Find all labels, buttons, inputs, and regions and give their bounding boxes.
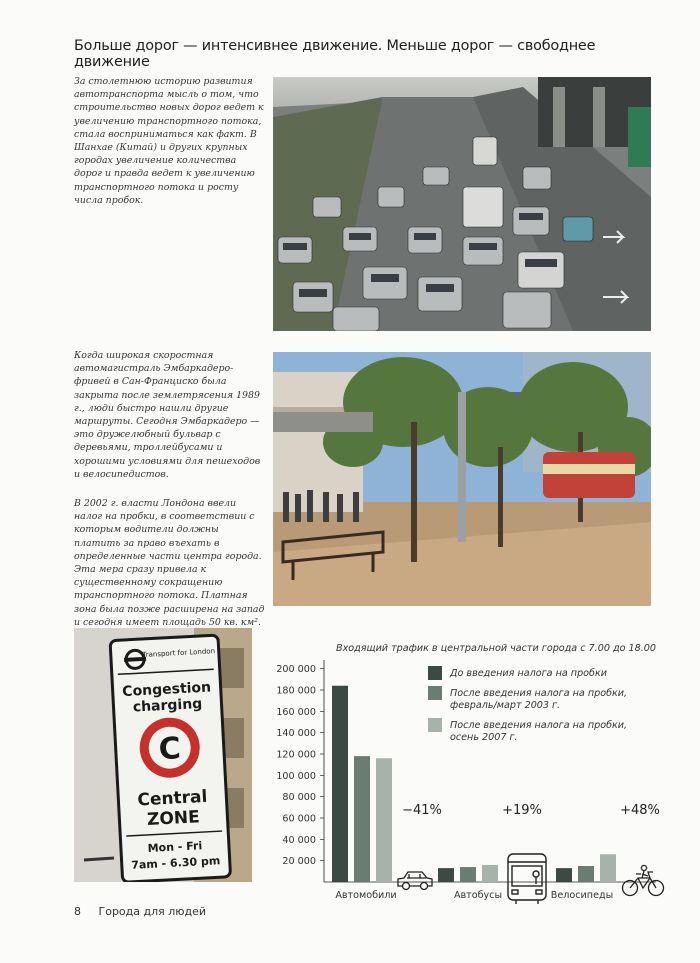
x-axis-labels: [335, 890, 613, 901]
legend-label-line: После введения налога на пробки,: [450, 688, 628, 699]
congestion-sign-illustration: [74, 628, 252, 882]
y-tick-label: 140 000: [276, 728, 316, 740]
page-headline: Больше дорог — интенсивнее движение. Меньше дорог — свободнее движение: [74, 38, 596, 70]
legend-label-line: После введения налога на пробки,: [450, 720, 628, 731]
y-tick-label: 40 000: [282, 834, 316, 846]
bar-1-1: [460, 867, 476, 882]
photo-congestion-sign: [74, 628, 252, 882]
legend-swatch-0: [428, 666, 442, 680]
x-label-0: Автомобили: [335, 890, 397, 901]
sign-line6: 7am - 6.30 pm: [130, 854, 221, 872]
page-number: 8: [74, 905, 81, 918]
sign-line1: Congestion: [121, 679, 212, 701]
bar-0-1: [354, 756, 370, 882]
sign-line4: ZONE: [146, 807, 201, 830]
book-title: Города для людей: [98, 905, 207, 918]
traffic-bar-chart: [266, 636, 670, 906]
caption-london: В 2002 г. власти Лондона ввели налог на пробки, в соответствии с которым водители должны платить за право въехать в определенные части центра города. Эта мера сразу привела к существенному сокращению транспортного потока. Платная зона была позже расширена на запад и сегодня имеет площадь 50 кв. км².: [74, 498, 265, 628]
bar-2-0: [556, 868, 572, 882]
bar-0-2: [376, 758, 392, 882]
sign-letter: C: [157, 731, 182, 768]
traffic-jam-illustration: [273, 77, 651, 331]
bar-2-1: [578, 866, 594, 882]
sign-line3: Central: [136, 786, 208, 811]
chart-title: Входящий трафик в центральной части города с 7.00 до 18.00: [336, 643, 656, 654]
sign-agency-text: Transport for London: [142, 647, 216, 659]
x-label-1: Автобусы: [453, 890, 503, 901]
y-tick-label: 80 000: [282, 792, 316, 804]
y-tick-label: 20 000: [282, 856, 316, 868]
x-label-2: Велосипеды: [550, 890, 614, 901]
sign-line5: Mon - Fri: [147, 839, 203, 855]
boulevard-illustration: [273, 352, 651, 606]
y-tick-label: 60 000: [282, 813, 316, 825]
legend-label-0: До введения налога на пробки: [450, 668, 607, 679]
bar-0-0: [332, 686, 348, 882]
y-tick-label: 200 000: [276, 664, 316, 676]
y-tick-label: 180 000: [276, 685, 316, 697]
annotation-0: −41%: [402, 803, 442, 818]
chart-annotations: [402, 803, 660, 818]
legend-label-line: осень 2007 г.: [450, 732, 518, 743]
y-tick-label: 100 000: [276, 770, 316, 782]
page-footer: [74, 905, 220, 918]
photo-embarcadero-boulevard: [273, 352, 651, 606]
caption-shanghai: За столетнюю историю развития автотранспорта мысль о том, что строительство новых дорог ведет к увеличению транспортного потока, стала восприниматься как факт. В Шанхае (Китай) и других крупных городах увеличение количества дорог и правда ведет к увеличению транспортного потока и росту числа пробок.: [74, 76, 264, 206]
bar-1-2: [482, 865, 498, 882]
legend-swatch-2: [428, 718, 442, 732]
sign-line2: charging: [132, 695, 203, 716]
legend-label-line: февраль/март 2003 г.: [450, 700, 561, 711]
caption-embarcadero: Когда широкая скоростная автомагистраль Эмбаркадеро-фривей в Сан-Франциско была закрыта после землетрясения 1989 г., люди быстро нашли другие маршруты. Сегодня Эмбаркадеро — это дружелюбный бульвар с деревьями, троллейбусами и хорошими условиями для пешеходов и велосипедистов.: [74, 350, 261, 480]
y-tick-label: 160 000: [276, 706, 316, 718]
annotation-1: +19%: [502, 803, 542, 818]
annotation-2: +48%: [620, 803, 660, 818]
legend-swatch-1: [428, 686, 442, 700]
bar-2-2: [600, 854, 616, 882]
photo-shanghai-traffic: [273, 77, 651, 331]
y-tick-label: 120 000: [276, 749, 316, 761]
bar-1-0: [438, 868, 454, 882]
